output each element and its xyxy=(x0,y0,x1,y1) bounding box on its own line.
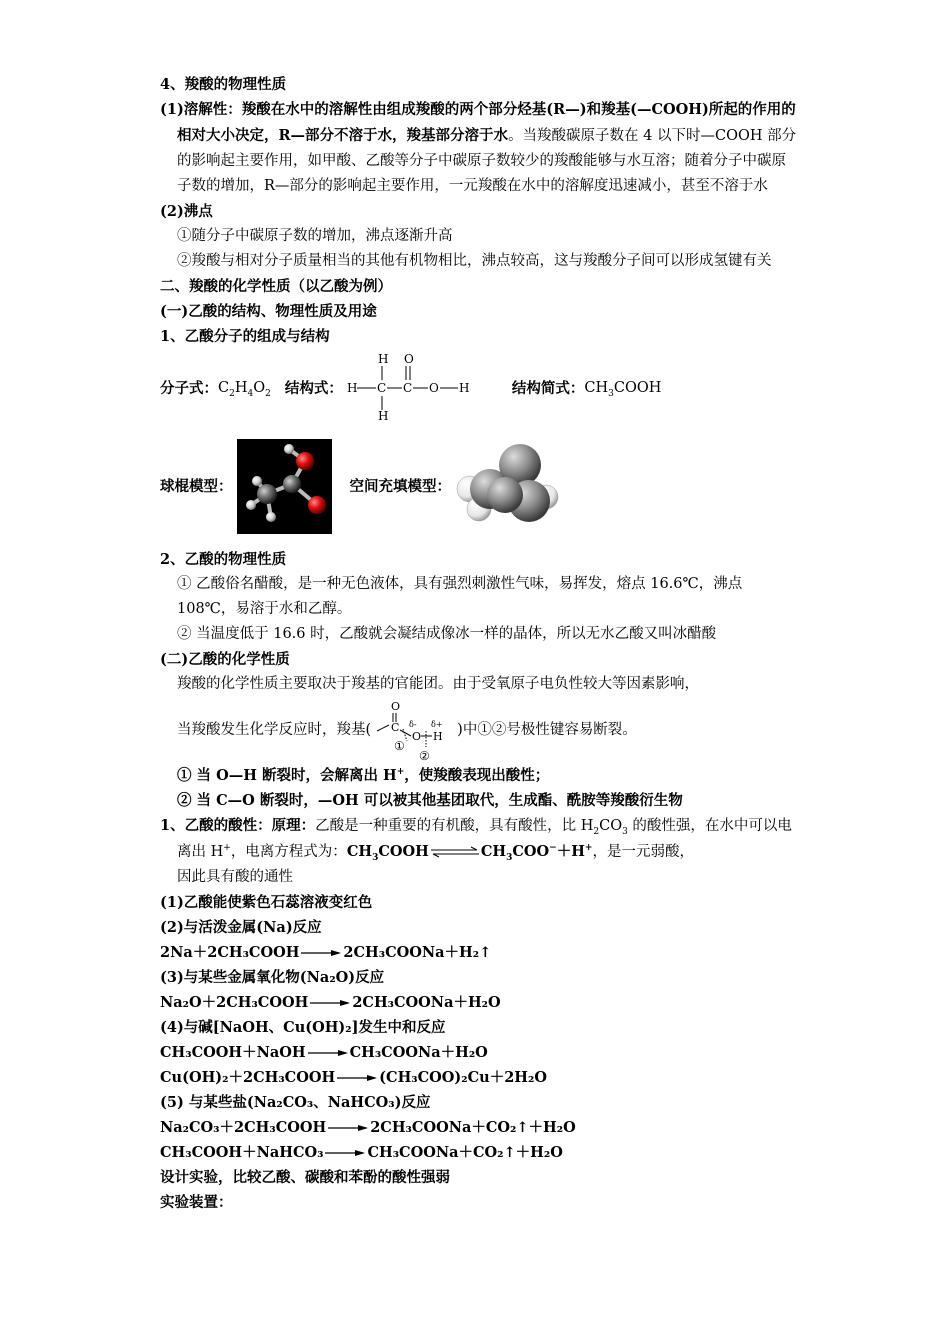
structural-formula-label: 结构式： xyxy=(284,379,343,397)
reaction-arrow-icon xyxy=(306,1048,350,1058)
reaction-arrow-icon xyxy=(326,1123,370,1133)
property-item-4: (4)与碱[NaOH、Cu(OH)₂]发生中和反应 xyxy=(160,1019,446,1036)
atom-o-double: O xyxy=(403,352,414,366)
property-item-5: (5) 与某些盐(Na₂CO₃、NaHCO₃)反应 xyxy=(160,1094,431,1111)
experiment-design: 设计实验，比较乙酸、碳酸和苯酚的酸性强弱 xyxy=(160,1169,450,1186)
atom-c-2: C xyxy=(402,381,413,395)
reaction-arrow-icon xyxy=(323,1148,367,1158)
boiling-point-item-1: ①随分子中碳原子数的增加，沸点逐渐升高 xyxy=(177,228,453,244)
ionization-equation: $CH_3COOH$ $CH_3COO^-+H^+$ xyxy=(346,843,593,863)
atom-c-1: C xyxy=(376,381,387,395)
ball-stick-label: 球棍模型： xyxy=(160,477,233,495)
heading-physical-properties: 2、乙酸的物理性质 xyxy=(160,551,287,568)
atom-h-top: H xyxy=(377,352,389,366)
carboxyl-line xyxy=(160,697,800,763)
carboxyl-text-before: 当羧酸发生化学反应时，羧基( xyxy=(177,721,372,738)
equation-nahco3: CH₃COOH＋NaHCO₃ CH₃COONa＋CO₂↑＋H₂O xyxy=(160,1144,563,1161)
reaction-arrow-icon xyxy=(299,948,343,958)
simple-formula: $CH_3COOH$ xyxy=(584,379,662,399)
atom-h-left: H xyxy=(346,381,358,395)
space-filling-model-image xyxy=(453,439,563,534)
equation-na: 2Na＋2CH₃COOH 2CH₃COONa＋H₂↑ xyxy=(160,944,492,961)
atom-o-single: O xyxy=(428,381,439,395)
molecular-formula: $C_2H_4O_2$ xyxy=(218,379,271,399)
solubility-text: 。当羧酸碳原子数在 4 以下时—COOH 部分的影响起主要作用，如甲酸、乙酸等分子中碳原子数较少的羧酸能够与水互溶；随着分子中碳原子数的增加，R—部分的影响起主要作用，一元羧酸在水中的溶解度迅速减小，甚至不溶于水 xyxy=(177,128,797,194)
subsection-2-title: (二)乙酸的化学性质 xyxy=(160,651,290,668)
boiling-point-item-2: ②羧酸与相对分子质量相当的其他有机物相比，沸点较高，这与羧酸分子间可以形成氢键有关 xyxy=(177,253,772,269)
subsection-1-title: (一)乙酸的结构、物理性质及用途 xyxy=(160,303,377,320)
carboxyl-group-diagram xyxy=(371,699,457,761)
document-page xyxy=(160,72,800,1215)
equation-cuoh2: Cu(OH)₂＋2CH₃COOH (CH₃COO)₂Cu＋2H₂O xyxy=(160,1069,547,1086)
physical-property-1: ① 乙酸俗名醋酸，是一种无色液体，具有强烈刺激性气味，易挥发，熔点 16.6℃，沸点 108℃，易溶于水和乙醇。 xyxy=(177,576,743,617)
delta-minus: δ- xyxy=(409,720,417,729)
carboxyl-o-single: O xyxy=(412,730,422,743)
model-row xyxy=(160,431,800,541)
boiling-point-label: (2)沸点 xyxy=(160,203,213,220)
solubility-paragraph xyxy=(160,97,800,199)
bond-break-1: ① 当 O—H 断裂时，会解离出 H+，使羧酸表现出酸性； xyxy=(177,767,550,784)
experiment-device-label: 实验装置： xyxy=(160,1194,233,1211)
equilibrium-arrow-icon xyxy=(429,846,481,858)
property-item-1: (1)乙酸能使紫色石蕊溶液变红色 xyxy=(160,894,373,911)
solubility-label: (1)溶解性： xyxy=(160,101,242,118)
reaction-arrow-icon xyxy=(308,998,352,1008)
section-2-title: 二、羧酸的化学性质（以乙酸为例） xyxy=(160,278,392,295)
equation-na2co3: Na₂CO₃＋2CH₃COOH 2CH₃COONa＋CO₂↑＋H₂O xyxy=(160,1119,576,1136)
ball-stick-model-image xyxy=(237,439,332,534)
structural-formula-diagram xyxy=(347,352,482,424)
carboxyl-o-double: O xyxy=(391,700,401,713)
section-4-title: 4、羧酸的物理性质 xyxy=(160,76,287,93)
reaction-arrow-icon xyxy=(335,1073,379,1083)
physical-property-2: ② 当温度低于 16.6 时，乙酸就会凝结成像冰一样的晶体，所以无水乙酸又叫冰醋酸 xyxy=(177,626,717,642)
property-item-3: (3)与某些金属氧化物(Na₂O)反应 xyxy=(160,969,385,986)
solubility-bold-text: 羧酸在水中的溶解性由组成羧酸的两个部分烃基(R—)和羧基(—COOH)所起的作用的相对大小决定，R—部分不溶于水，羧基部分溶于水 xyxy=(177,101,796,144)
simple-formula-label: 结构简式： xyxy=(511,379,585,397)
acidity-label: 1、乙酸的酸性：原理： xyxy=(160,817,316,834)
acidity-paragraph: 1、乙酸的酸性：原理：乙酸是一种重要的有机酸，具有酸性，比 $H_2CO_3$ 的酸性强，在水中可以电离出 H+，电离方程式为：$CH_3COOH$ $CH_3COO^-+H^+$，是一元弱酸， 因此具有酸的通性 xyxy=(160,817,792,885)
heading-composition: 1、乙酸分子的组成与结构 xyxy=(160,328,330,345)
bond-break-2: ② 当 C—O 断裂时，—OH 可以被其他基团取代，生成酯、酰胺等羧酸衍生物 xyxy=(177,792,683,809)
bond-label-2: ② xyxy=(419,749,430,761)
delta-plus: δ+ xyxy=(431,720,443,729)
equation-na2o: Na₂O＋2CH₃COOH 2CH₃COONa＋H₂O xyxy=(160,994,501,1011)
carboxyl-c: C xyxy=(391,721,400,734)
equation-naoh: CH₃COOH＋NaOH CH₃COONa＋H₂O xyxy=(160,1044,488,1061)
space-fill-label: 空间充填模型： xyxy=(349,477,451,495)
chemical-intro-line: 羧酸的化学性质主要取决于羧基的官能团。由于受氧原子电负性较大等因素影响， xyxy=(177,676,699,692)
formula-row xyxy=(160,349,800,427)
carboxyl-text-after: )中①②号极性键容易断裂。 xyxy=(457,721,637,738)
atom-h-bottom: H xyxy=(377,409,389,423)
carboxyl-h: H xyxy=(433,730,443,743)
molecular-formula-label: 分子式： xyxy=(160,379,218,397)
property-item-2: (2)与活泼金属(Na)反应 xyxy=(160,919,322,936)
atom-h-right: H xyxy=(458,381,470,395)
bond-label-1: ① xyxy=(394,739,405,753)
